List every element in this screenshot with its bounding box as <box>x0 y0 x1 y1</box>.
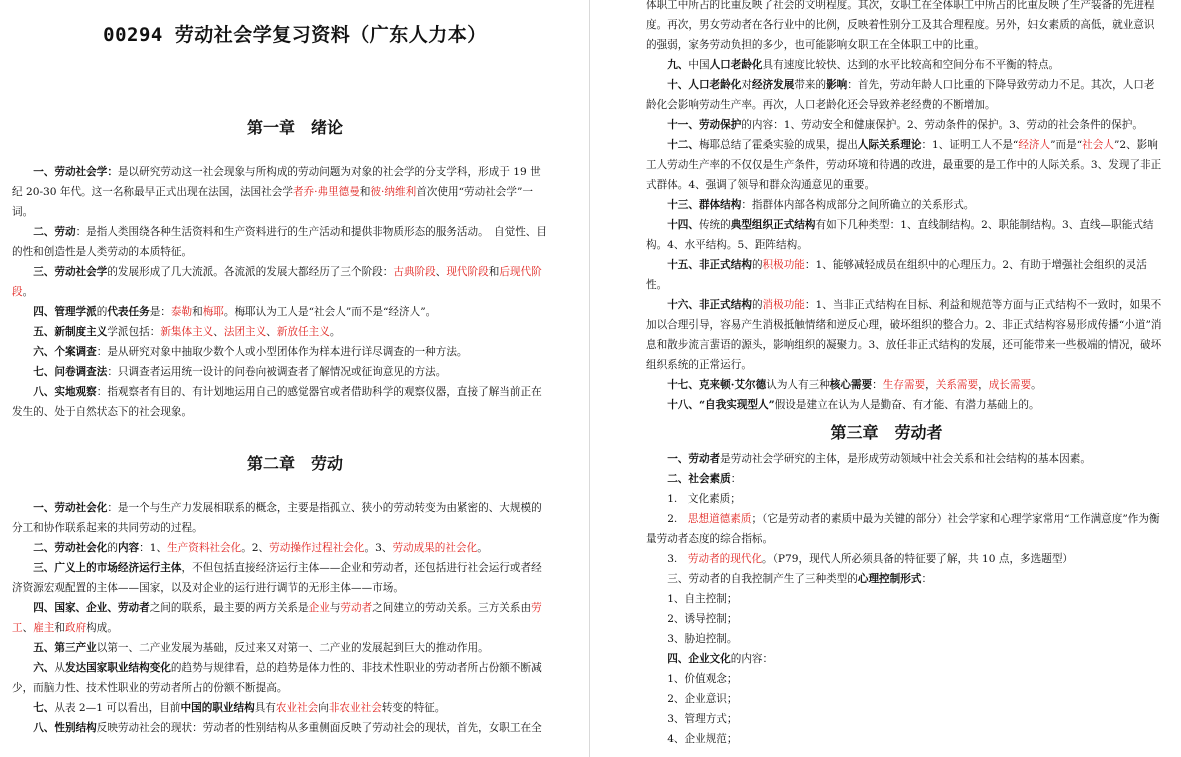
item-number: 1、 <box>667 673 685 685</box>
paragraph <box>646 629 1164 649</box>
text-run: ：只调查者运用统一设计的问卷向被调查者了解情况或征询意见的方法。 <box>107 366 447 378</box>
highlighted-term: 劳动操作过程社会化 <box>269 542 365 554</box>
highlighted-term: 劳动者的现代化 <box>687 553 763 565</box>
key-term: 劳动社会化 <box>54 542 108 554</box>
highlighted-term: 关系需要 <box>935 379 979 391</box>
item-number: 三、 <box>33 266 55 278</box>
key-term: 克来顿·艾尔德 <box>698 379 767 391</box>
key-term: 个案调查 <box>54 346 97 358</box>
item-number: 十八、 <box>667 399 699 411</box>
chapter-3-title: 第三章 劳动者 <box>830 423 943 442</box>
text-run: 胁迫控制。 <box>684 633 738 645</box>
text-run: 。2、 <box>241 542 270 554</box>
highlighted-term: 后现代阶段 <box>12 266 542 298</box>
highlighted-term: 社会人 <box>1082 139 1114 151</box>
highlighted-term: 法团主义 <box>223 326 267 338</box>
paragraph <box>646 569 1164 589</box>
paragraph <box>646 255 1164 295</box>
highlighted-term: 泰勒 <box>170 306 193 318</box>
highlighted-term: 现代阶段 <box>446 266 489 278</box>
left-page <box>0 0 590 757</box>
key-term: 典型组织正式结构 <box>730 219 816 231</box>
text-run: ：指群体内部各构成部分之间所确立的关系形式。 <box>741 199 975 211</box>
key-term: 性别结构 <box>54 722 97 734</box>
text-run: 转变的特征。 <box>381 702 446 714</box>
text-run: 。 <box>329 326 341 338</box>
text-run: 带来的 <box>794 79 827 91</box>
text-run: 之间的联系，最主要的两方关系是 <box>149 602 309 614</box>
text-run: 传统的 <box>698 219 731 231</box>
paragraph <box>646 295 1164 375</box>
item-number: 十三、 <box>667 199 699 211</box>
highlighted-term: 劳动者 <box>340 602 373 614</box>
paragraph <box>12 362 550 382</box>
paragraph <box>12 222 550 262</box>
text-run: 首次使用“劳动社会学”一词。 <box>12 186 533 218</box>
paragraph <box>646 709 1164 729</box>
key-term: 第三产业 <box>54 642 97 654</box>
highlighted-term: 者乔·弗里德曼 <box>292 186 360 198</box>
paragraph <box>646 469 1164 489</box>
paragraph <box>12 302 550 322</box>
key-term: 管理学派 <box>54 306 97 318</box>
highlighted-term: 企业 <box>308 602 330 614</box>
item-number: 九、 <box>667 59 689 71</box>
text-run: 构成。 <box>86 622 118 634</box>
paragraph <box>646 0 1164 55</box>
paragraph <box>646 195 1164 215</box>
item-number: 六、 <box>33 346 55 358</box>
text-run: 的 <box>751 259 763 271</box>
item-number: 八、 <box>33 722 55 734</box>
text-run: 企业规范； <box>684 733 738 745</box>
item-number: 1、 <box>667 593 685 605</box>
item-number: 二、 <box>667 473 689 485</box>
key-term: 心理控制形式 <box>857 573 922 585</box>
chapter-2-title: 第二章 劳动 <box>246 454 343 473</box>
text-run: ：1、 <box>139 542 168 554</box>
text-run: ， <box>925 379 936 391</box>
paragraph <box>12 322 550 342</box>
item-number: 三、 <box>33 562 55 574</box>
text-run: 。梅耶认为工人是“社会人”而不是“经济人”。 <box>223 306 437 318</box>
text-run: 反映劳动社会的现状：劳动者的性别结构从多重侧面反映了劳动社会的现状，首先，女职工在全 <box>96 722 542 734</box>
text-run: 劳动者的自我控制产生了三种类型的 <box>688 573 858 585</box>
item-number: 五、 <box>33 642 55 654</box>
text-run: 诱导控制； <box>684 613 738 625</box>
key-term: “自我实现型人” <box>698 399 775 411</box>
text-run: 有如下几种类型：1、直线制结构。2、职能制结构。3、直线—职能式结构。4、水平结构。5、距阵结构。 <box>646 219 1154 251</box>
text-run: 从表 2—1 可以看出，目前 <box>54 702 181 714</box>
text-run: 具有 <box>254 702 276 714</box>
paragraph <box>646 135 1164 195</box>
item-number: 十四、 <box>667 219 699 231</box>
text-run: ： <box>730 473 742 485</box>
key-term: 经济发展 <box>751 79 795 91</box>
item-number: 十五、 <box>667 259 699 271</box>
right-page <box>592 0 1181 757</box>
text-run: ，不但包括直接经济运行主体——企业和劳动者，还包括进行社会运行或者经济资源宏观配置的主体——国家，以及对企业的运行进行调节的无形主体——市场。 <box>12 562 542 594</box>
text-run: 向 <box>318 702 329 714</box>
paragraph <box>646 449 1164 469</box>
text-run: 。3、 <box>364 542 393 554</box>
text-run: 和 <box>488 266 500 278</box>
text-run: 认为人有三种 <box>766 379 830 391</box>
item-number: 十二、 <box>667 139 699 151</box>
item-number: 1. <box>667 493 688 505</box>
page-divider <box>589 0 590 757</box>
key-term: 中国的职业结构 <box>180 702 255 714</box>
text-run: 。 <box>477 542 488 554</box>
text-run: ：指观察者有目的、有计划地运用自己的感觉器官或者借助科学的观察仪器，直接了解当前正在发生的、处于自然状态下的社会现象。 <box>12 386 542 418</box>
key-term: 劳动社会学： <box>54 166 118 178</box>
paragraph <box>12 538 550 558</box>
text-run: 企业意识； <box>684 693 738 705</box>
text-run: 。 <box>1031 379 1042 391</box>
text-run: 价值观念； <box>684 673 738 685</box>
chapter-1-content <box>12 162 550 422</box>
item-number: 八、 <box>33 386 55 398</box>
text-run: 学派包括： <box>107 326 161 338</box>
paragraph <box>12 382 550 422</box>
text-run: 体职工中所占的比重反映了社会的文明程度。其次，女职工在全体职工中所占的比重反映了生产装备的先进程度。再次，男女劳动者在各行业中的比例，反映着性别分工及其合理程度。另外，妇女素质的高低，就业意识的强弱，家务劳动负担的多少，也可能影响女职工在全体职工中的比重。 <box>646 0 1155 51</box>
highlighted-term: 梅耶 <box>202 306 224 318</box>
paragraph <box>646 375 1164 395</box>
text-run: ：首先，劳动年龄人口比重的下降导致劳动力不足。其次，人口老龄化会影响劳动生产率。再次，人口老龄化还会导致养老经费的不断增加。 <box>646 79 1155 111</box>
text-run: 和 <box>54 622 65 634</box>
text-run: 、 <box>213 326 224 338</box>
highlighted-term: 政府 <box>64 622 87 634</box>
text-run: 、 <box>266 326 277 338</box>
key-term: 人口老龄化 <box>709 59 763 71</box>
text-run: ：1、证明工人不是“ <box>921 139 1019 151</box>
text-run: ；（它是劳动者的素质中最为关键的部分）社会学家和心理学家常用“工作满意度”作为衡量劳动者态度的综合指标。 <box>646 513 1160 545</box>
text-run: ， <box>978 379 989 391</box>
text-run: 是以研究劳动这一社会现象与所构成的劳动问题为对象的社会学的分支学科，形成于 19 世纪 20-30 年代。这一名称最早正式出现在法国，法国社会学 <box>12 166 541 198</box>
highlighted-term: 古典阶段 <box>393 266 436 278</box>
text-run: 具有速度比较快、达到的水平比较高和空间分布不平衡的特点。 <box>762 59 1060 71</box>
text-run: 管理方式； <box>684 713 738 725</box>
text-run: ”而是“ <box>1050 139 1083 151</box>
highlighted-term: 成长需要 <box>988 379 1032 391</box>
text-run: 的趋势与规律看，总的趋势是体力性的、非技术性职业的劳动者所占份额不断减少，而脑力性、技术性职业的劳动者所占的份额不断提高。 <box>12 662 542 694</box>
key-term: 劳动保护 <box>698 119 742 131</box>
highlighted-term: 雇主 <box>33 622 55 634</box>
key-term: 国家、企业、劳动者 <box>54 602 150 614</box>
key-term: 社会素质 <box>688 473 731 485</box>
item-number: 二、 <box>33 226 55 238</box>
item-number: 4、 <box>667 733 685 745</box>
highlighted-term: 劳动成果的社会化 <box>392 542 478 554</box>
paragraph <box>646 509 1164 549</box>
item-number: 二、 <box>33 542 55 554</box>
item-number: 五、 <box>33 326 55 338</box>
item-number: 四、 <box>33 306 55 318</box>
paragraph <box>646 649 1164 669</box>
text-run: 和 <box>359 186 371 198</box>
item-number: 2、 <box>667 693 685 705</box>
text-run: 。（P79，现代人所必须具备的特征要了解，共 10 点，多选题型） <box>762 553 1074 565</box>
paragraph <box>12 698 550 718</box>
text-run: 假设是建立在认为人是勤奋、有才能、有潜力基础上的。 <box>774 399 1040 411</box>
paragraph <box>12 342 550 362</box>
paragraph <box>646 75 1164 115</box>
text-run: ：1、能够减轻成员在组织中的心理压力。2、有助于增强社会组织的灵活性。 <box>646 259 1147 291</box>
text-run: 的内容：1、劳动安全和健康保护。2、劳动条件的保护。3、劳动的社会条件的保护。 <box>741 119 1143 131</box>
key-term: 群体结构 <box>698 199 742 211</box>
highlighted-term: 新放任主义 <box>276 326 330 338</box>
paragraph <box>646 729 1164 749</box>
text-run: ：1、当非正式结构在目标、利益和规范等方面与正式结构不一致时，如果不加以合理引导，容易产生消极抵触情绪和逆反心理，破坏组织的整合力。2、非正式结构容易形成传播“小道”消息和散步流言蜚语的源头，影响组织的凝聚力。3、放任非正式结构的发展，还可能带来一些极端的情况，破坏组织系统的正常运行。 <box>646 299 1162 371</box>
key-term: 新制度主义 <box>54 326 108 338</box>
paragraph <box>12 718 550 738</box>
key-term: 影响 <box>826 79 848 91</box>
text-run: 中国 <box>688 59 710 71</box>
key-term: 人口老龄化 <box>688 79 742 91</box>
item-number: 2. <box>667 513 688 525</box>
item-number: 一、 <box>667 453 689 465</box>
key-term: 人际关系理论 <box>857 139 922 151</box>
paragraph <box>646 215 1164 255</box>
highlighted-term: 思想道德素质 <box>687 513 752 525</box>
text-run: ： <box>921 573 933 585</box>
text-run: 、 <box>435 266 447 278</box>
text-run: 与 <box>329 602 341 614</box>
highlighted-term: 生产资料社会化 <box>167 542 242 554</box>
paragraph <box>12 498 550 538</box>
highlighted-term: 新集体主义 <box>160 326 214 338</box>
item-number: 十、 <box>667 79 689 91</box>
highlighted-term: 非农业社会 <box>328 702 382 714</box>
paragraph <box>646 589 1164 609</box>
highlighted-term: 劳工 <box>12 602 542 634</box>
text-run: ：是指人类围绕各种生活资料和生产资料进行的生产活动和提供非物质形态的服务活动。 自觉性、目的性和创造性是人类劳动的本质特征。 <box>12 226 547 258</box>
key-term: 劳动社会学 <box>54 266 108 278</box>
highlighted-term: 消极功能 <box>762 299 805 311</box>
paragraph <box>646 549 1164 569</box>
item-number: 三、 <box>667 573 689 585</box>
highlighted-term: 积极功能 <box>762 259 805 271</box>
text-run: 是劳动社会学研究的主体，是形成劳动领域中社会关系和社会结构的基本因素。 <box>720 453 1091 465</box>
text-run: ：是一个与生产力发展相联系的概念，主要是指孤立、狭小的劳动转变为由紧密的、大规模的分工和协作联系起来的共同劳动的过程。 <box>12 502 542 534</box>
item-number: 2、 <box>667 613 685 625</box>
key-term: 核心需要 <box>829 379 873 391</box>
text-run: ：是从研究对象中抽取少数个人或小型团体作为样本进行详尽调查的一种方法。 <box>96 346 468 358</box>
item-number: 3、 <box>667 633 685 645</box>
paragraph <box>12 558 550 598</box>
item-number: 六、 <box>33 662 55 674</box>
item-number: 四、 <box>33 602 55 614</box>
key-term: 劳动 <box>54 226 76 238</box>
paragraph <box>646 395 1164 415</box>
chapter-1-title: 第一章 绪论 <box>246 118 343 137</box>
text-run: 、 <box>22 622 34 634</box>
paragraph <box>646 609 1164 629</box>
text-run: 从 <box>54 662 65 674</box>
text-run: 。 <box>22 286 34 298</box>
chapter-3-content <box>646 449 1164 749</box>
item-number: 四、 <box>667 653 689 665</box>
text-run: ： <box>872 379 883 391</box>
item-number: 一、 <box>33 166 55 178</box>
key-term: 企业文化 <box>688 653 731 665</box>
key-term: 实地观察 <box>54 386 97 398</box>
item-number: 3、 <box>667 713 685 725</box>
item-number: 十六、 <box>667 299 699 311</box>
highlighted-term: 经济人 <box>1018 139 1051 151</box>
text-run: 的发展形成了几大流派。各流派的发展大都经历了三个阶段： <box>107 266 394 278</box>
key-term: 发达国家职业结构变化 <box>64 662 171 674</box>
text-run: 是： <box>149 306 171 318</box>
paragraph <box>12 262 550 302</box>
key-term: 问卷调查法 <box>54 366 108 378</box>
text-run: 自主控制； <box>684 593 738 605</box>
text-run: 的内容： <box>730 653 774 665</box>
text-run: 以第一、二产业发展为基础，反过来又对第一、二产业的发展起到巨大的推动作用。 <box>96 642 489 654</box>
paragraph <box>646 55 1164 75</box>
paragraph <box>12 658 550 698</box>
key-term: 非正式结构 <box>698 299 752 311</box>
text-run: 和 <box>192 306 203 318</box>
key-term: 代表任务 <box>107 306 150 318</box>
paragraph <box>12 162 550 222</box>
paragraph <box>646 489 1164 509</box>
text-run: 文化素质； <box>687 493 741 505</box>
highlighted-term: 彼·纳维利 <box>370 186 417 198</box>
chapter-2-continued <box>646 0 1164 415</box>
text-run: 的 <box>751 299 763 311</box>
item-number: 十七、 <box>667 379 699 391</box>
highlighted-term: 生存需要 <box>882 379 926 391</box>
key-term: 内容 <box>117 542 140 554</box>
text-run: 对 <box>741 79 752 91</box>
text-run: 之间建立的劳动关系。三方关系由 <box>372 602 532 614</box>
paragraph <box>12 598 550 638</box>
key-term: 劳动社会化 <box>54 502 108 514</box>
paragraph <box>12 638 550 658</box>
paragraph <box>646 115 1164 135</box>
document-title: 00294 劳动社会学复习资料（广东人力本） <box>103 24 487 46</box>
item-number: 七、 <box>33 366 55 378</box>
key-term: 广义上的市场经济运行主体 <box>54 562 182 574</box>
text-run: ”2、影响工人劳动生产率的不仅仅是生产条件，劳动环境和待遇的改进，最重要的是工作中的人际关系。3、发现了非正式群体。4、强调了领导和群众沟通意见的重要。 <box>646 139 1162 191</box>
text-run: 梅耶总结了霍桑实验的成果，提出 <box>698 139 858 151</box>
text-run: 的 <box>107 542 118 554</box>
item-number: 七、 <box>33 702 55 714</box>
text-run: 的 <box>96 306 108 318</box>
chapter-2-content <box>12 498 550 738</box>
key-term: 非正式结构 <box>698 259 752 271</box>
paragraph <box>646 689 1164 709</box>
highlighted-term: 农业社会 <box>275 702 319 714</box>
item-number: 一、 <box>33 502 55 514</box>
key-term: 劳动者 <box>688 453 721 465</box>
item-number: 十一、 <box>667 119 699 131</box>
item-number: 3. <box>667 553 688 565</box>
paragraph <box>646 669 1164 689</box>
